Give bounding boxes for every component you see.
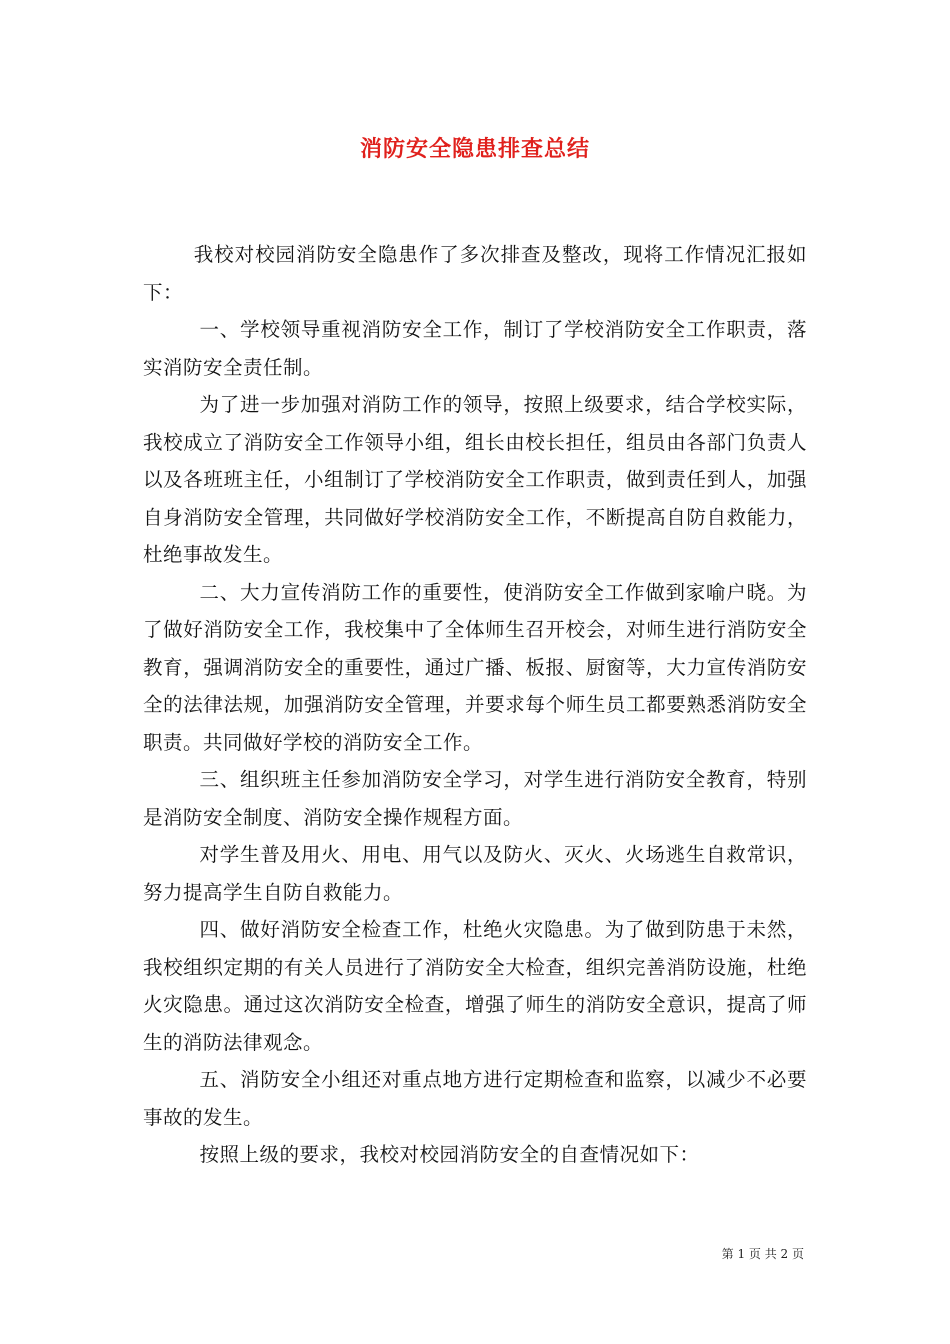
paragraph-section-2: 二、大力宣传消防工作的重要性，使消防安全工作做到家喻户晓。为了做好消防安全工作，我校集中了全体师生召开校会，对师生进行消防安全教育，强调消防安全的重要性，通过广播、板报、厨窗等，大力宣传消防安全的法律法规，加强消防安全管理，并要求每个师生员工都要熟悉消防安全职责。共同做好学校的消防安全工作。 (143, 580, 807, 754)
paragraph-section-1: 一、学校领导重视消防安全工作，制订了学校消防安全工作职责，落实消防安全责任制。 (143, 318, 807, 379)
paragraph-section-4: 四、做好消防安全检查工作，杜绝火灾隐患。为了做到防患于未然，我校组织定期的有关人员进行了消防安全大检查，组织完善消防设施，杜绝火灾隐患。通过这次消防安全检查，增强了师生的消防安全意识，提高了师生的消防法律观念。 (143, 918, 807, 1054)
document-title: 消防安全隐患排查总结 (359, 136, 590, 162)
page-number: 第 1 页 共 2 页 (721, 1247, 804, 1261)
paragraph-section-1-detail: 为了进一步加强对消防工作的领导，按照上级要求，结合学校实际，我校成立了消防安全工作领导小组，组长由校长担任，组员由各部门负责人以及各班班主任，小组制订了学校消防安全工作职责，做到责任到人，加强自身消防安全管理，共同做好学校消防安全工作，不断提高自防自救能力，杜绝事故发生。 (143, 393, 807, 566)
paragraph-section-5: 五、消防安全小组还对重点地方进行定期检查和监察，以减少不必要事故的发生。 (143, 1068, 807, 1129)
document-body (143, 236, 807, 1174)
paragraph-intro: 我校对校园消防安全隐患作了多次排查及整改，现将工作情况汇报如下： (143, 243, 807, 304)
paragraph-self-check: 按照上级的要求，我校对校园消防安全的自查情况如下： (199, 1143, 700, 1166)
paragraph-section-3-detail: 对学生普及用火、用电、用气以及防火、灭火、火场逃生自救常识，努力提高学生自防自救能力。 (143, 843, 807, 904)
paragraph-section-3: 三、组织班主任参加消防安全学习，对学生进行消防安全教育，特别是消防安全制度、消防安全操作规程方面。 (143, 768, 807, 829)
